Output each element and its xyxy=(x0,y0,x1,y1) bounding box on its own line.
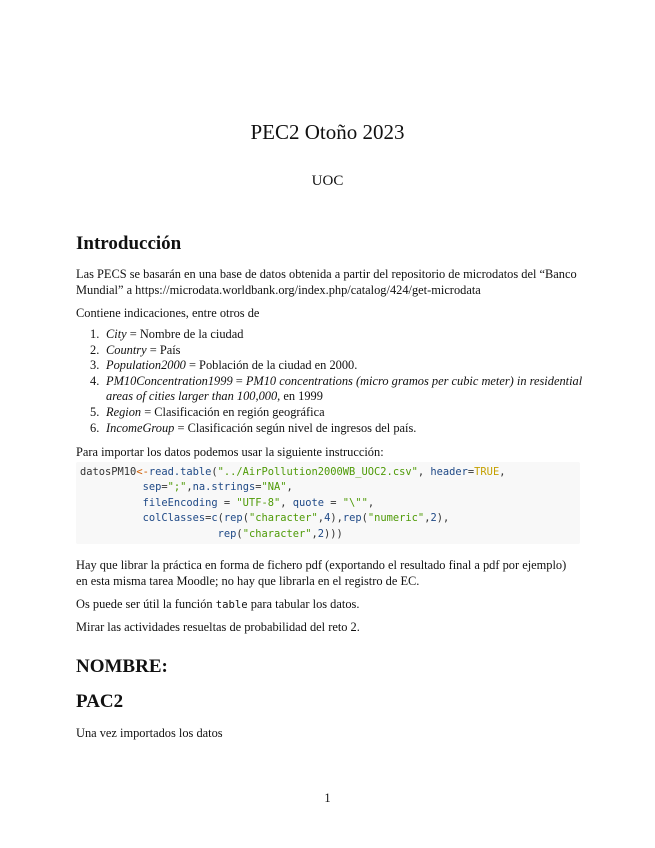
list-item: 6. IncomeGroup = Clasificación según nivel de ingresos del país. xyxy=(90,420,417,435)
list-item: 2. Country = País xyxy=(90,342,181,357)
list-number: 6. xyxy=(90,420,100,435)
list-desc: Población de la ciudad en 2000. xyxy=(199,358,358,373)
import-paragraph: Para importar los datos podemos usar la siguiente instrucción: xyxy=(76,445,384,459)
indicator-list xyxy=(76,327,586,436)
list-number: 3. xyxy=(90,358,100,373)
pac2-heading: PAC2 xyxy=(76,691,124,712)
list-desc-italic: PM10 concentrations (micro gramos per cubic meter) in residential areas of cities larger than 100,000 xyxy=(106,373,583,404)
list-term: IncomeGroup xyxy=(106,420,175,435)
table-paragraph: Os puede ser útil la función table para tabular los datos. xyxy=(76,597,360,611)
list-term: PM10Concentration1999 xyxy=(106,373,233,388)
pac2-paragraph: Una vez importados los datos xyxy=(76,726,223,740)
list-desc: País xyxy=(159,342,181,357)
list-term: Population2000 xyxy=(106,358,186,373)
contains-paragraph: Contiene indicaciones, entre otros de xyxy=(76,306,260,320)
reto-paragraph: Mirar las actividades resueltas de probabilidad del reto 2. xyxy=(76,620,360,634)
list-number: 4. xyxy=(90,373,100,388)
list-item: 1. City = Nombre de la ciudad xyxy=(90,327,244,341)
document-title: PEC2 Otoño 2023 xyxy=(250,120,405,144)
list-term: City xyxy=(106,327,127,341)
list-desc: Nombre de la ciudad xyxy=(139,327,244,341)
list-term: Region xyxy=(106,404,142,419)
list-desc: Clasificación en región geográfica xyxy=(154,404,325,419)
list-number: 5. xyxy=(90,404,100,419)
code-block: datosPM10<-read.table("../AirPollution2000WB_UOC2.csv", header=TRUE, sep=";",na.strings="NA", fileEncoding = "UTF-8", quote = "\"", colClasses=c(rep("character",4),rep("numeric",2), rep("character",2))) xyxy=(76,462,580,544)
document-author: UOC xyxy=(311,173,344,189)
list-desc: Clasificación según nivel de ingresos del país. xyxy=(187,420,417,435)
list-term: Country xyxy=(106,342,147,357)
list-item: 3. Population2000 = Población de la ciudad en 2000. xyxy=(90,358,358,373)
page-number: 1 xyxy=(324,791,331,805)
submit-paragraph: Hay que librar la práctica en forma de fichero pdf (exportando el resultado final a pdf por ejemplo) en esta misma tarea Moodle; no hay que librarla en el registro de EC. xyxy=(76,558,567,588)
list-item: 4. PM10Concentration1999 = PM10 concentrations (micro gramos per cubic meter) in residential areas of cities larger than 100,000, en 1999 xyxy=(90,373,583,404)
list-item: 5. Region = Clasificación en región geográfica xyxy=(90,404,325,419)
list-desc: , en 1999 xyxy=(277,389,323,404)
list-number: 1. xyxy=(90,327,100,341)
nombre-heading: NOMBRE: xyxy=(76,656,168,677)
intro-heading: Introducción xyxy=(76,233,182,254)
list-number: 2. xyxy=(90,342,100,357)
inline-code: table xyxy=(215,599,248,611)
intro-paragraph: Las PECS se basarán en una base de datos obtenida a partir del repositorio de microdatos del “Banco Mundial” a https://microdata.worldbank.org/index.php/catalog/424/get-microdata xyxy=(76,267,577,297)
